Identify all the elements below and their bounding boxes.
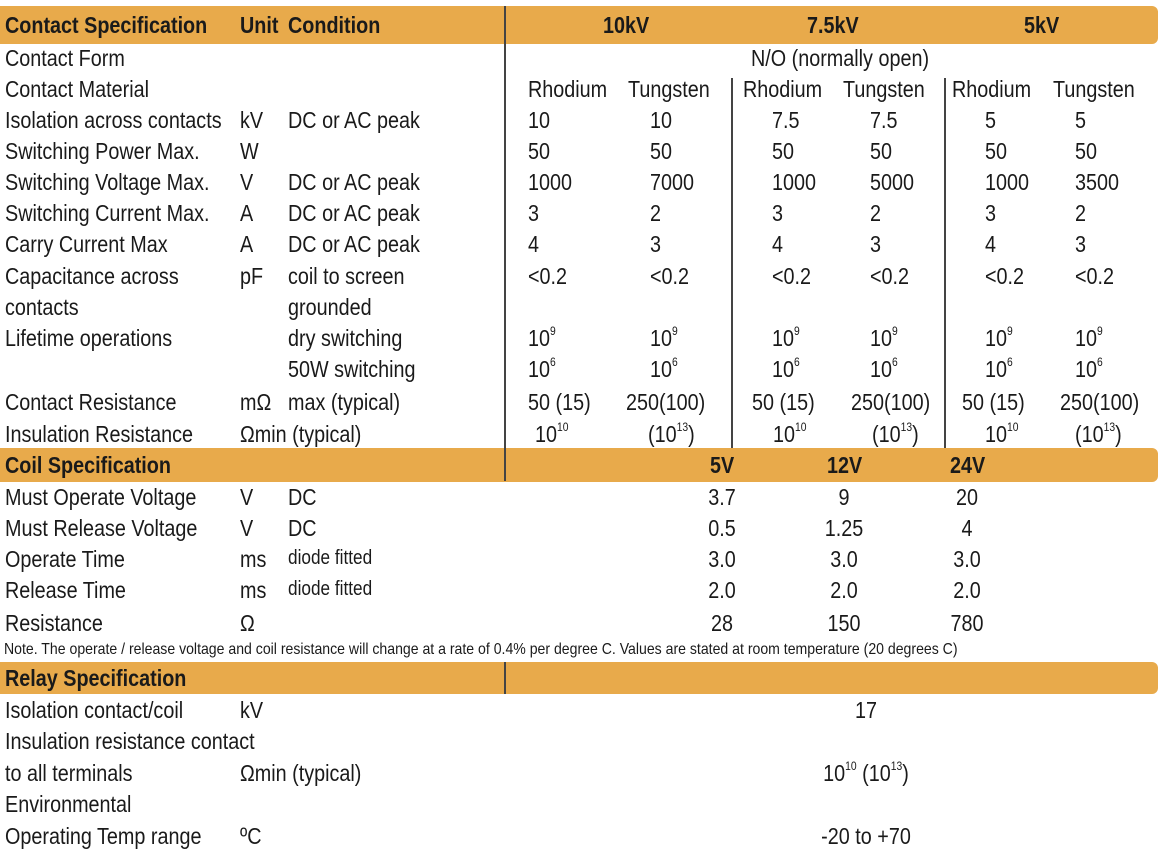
contact-form-label: Contact Form: [5, 45, 125, 71]
contact-row-value: 4: [985, 231, 997, 257]
contact-row-value: 7.5: [870, 107, 898, 133]
lifetime-value-dry: $10^9$: [650, 324, 678, 351]
contact-resistance-label: Contact Resistance: [5, 389, 177, 415]
coil-row-condition: DC: [288, 484, 317, 510]
contact-row-value: 50: [985, 138, 1008, 164]
lifetime-cond-dry: dry switching: [288, 325, 403, 351]
insulation-value-tu: $(10^{13})$: [648, 420, 695, 447]
contact-row-condition: DC or AC peak: [288, 200, 420, 226]
lifetime-value-50w: $10^6$: [528, 355, 556, 382]
contact-row-value: 7000: [650, 169, 695, 195]
capacitance-label: Capacitance across: [5, 263, 179, 289]
contact-row-value: 50: [1075, 138, 1098, 164]
lifetime-value-dry: $10^9$: [1075, 324, 1103, 351]
contact-resistance-tu: 250(100): [851, 389, 931, 415]
contact-row-condition: DC or AC peak: [288, 169, 420, 195]
coil-row-value: 3.0: [830, 546, 858, 572]
coil-row-value: 2.0: [830, 577, 858, 603]
temp-range-label: Operating Temp range: [5, 823, 202, 849]
material-rhodium: Rhodium: [743, 76, 823, 102]
contact-resistance-rh: 50 (15): [962, 389, 1025, 415]
contact-row-value: 5: [1075, 107, 1087, 133]
contact-row-value: 7.5: [772, 107, 800, 133]
coil-row-value: 28: [710, 610, 734, 636]
insulation-value-tu: $(10^{13})$: [1075, 420, 1122, 447]
coil-row-unit: ms: [240, 546, 267, 572]
insulation-value-tu: $(10^{13})$: [872, 420, 919, 447]
coil-row-condition: DC: [288, 515, 317, 541]
relay-isolation-value: 17: [854, 697, 878, 723]
lifetime-label: Lifetime operations: [5, 325, 173, 351]
contact-row-label: Switching Current Max.: [5, 200, 210, 226]
lifetime-value-50w: $10^6$: [650, 355, 678, 382]
coil-header-12v: 12V: [827, 452, 863, 478]
contact-row-value: 3: [985, 200, 997, 226]
temp-range-value: -20 to +70: [821, 823, 911, 849]
coil-row-value: 1.25: [824, 515, 864, 541]
contact-material-label: Contact Material: [5, 76, 150, 102]
contact-form-value: N/O (normally open): [750, 45, 930, 71]
coil-row-value: 3.7: [708, 484, 736, 510]
relay-isolation-label: Isolation contact/coil: [5, 697, 184, 723]
lifetime-value-dry: $10^9$: [985, 324, 1013, 351]
condition-header: Condition: [288, 12, 381, 38]
capacitance-value: <0.2: [528, 263, 568, 289]
contact-row-unit: V: [240, 169, 254, 195]
environmental-label: Environmental: [5, 791, 132, 817]
relay-insulation-label: Insulation resistance contact: [5, 728, 255, 754]
coil-row-value: 3.0: [708, 546, 736, 572]
insulation-resistance-unit: Ωmin (typical): [240, 421, 362, 447]
contact-spec-title: Contact Specification: [5, 12, 208, 38]
contact-row-value: 3500: [1075, 169, 1120, 195]
contact-row-label: Switching Power Max.: [5, 138, 200, 164]
contact-row-unit: kV: [240, 107, 264, 133]
coil-header-24v: 24V: [950, 452, 986, 478]
coil-row-value: 2.0: [953, 577, 981, 603]
contact-row-unit: W: [240, 138, 259, 164]
contact-resistance-tu: 250(100): [1060, 389, 1140, 415]
capacitance-value: <0.2: [650, 263, 690, 289]
capacitance-condition: coil to screen: [288, 263, 405, 289]
insulation-value-rh: $10^{10}$: [535, 420, 569, 447]
capacitance-unit: pF: [240, 263, 264, 289]
contact-row-label: Isolation across contacts: [5, 107, 222, 133]
coil-row-unit: V: [240, 515, 254, 541]
contact-resistance-tu: 250(100): [626, 389, 706, 415]
material-rhodium: Rhodium: [528, 76, 608, 102]
contact-row-value: 50: [650, 138, 673, 164]
contact-row-value: 2: [650, 200, 662, 226]
relay-isolation-unit: kV: [240, 697, 264, 723]
coil-row-value: 0.5: [708, 515, 736, 541]
lifetime-value-dry: $10^9$: [870, 324, 898, 351]
material-tungsten: Tungsten: [628, 76, 710, 102]
contact-row-value: 50: [528, 138, 551, 164]
insulation-value-rh: $10^{10}$: [985, 420, 1019, 447]
contact-row-value: 2: [870, 200, 882, 226]
contact-row-value: 5: [985, 107, 997, 133]
coil-row-value: 150: [827, 610, 861, 636]
coil-row-unit: ms: [240, 577, 267, 603]
contact-row-value: 2: [1075, 200, 1087, 226]
coil-header-5v: 5V: [710, 452, 735, 478]
coil-row-condition: diode fitted: [288, 547, 373, 569]
coil-row-value: 4: [961, 515, 973, 541]
capacitance-condition-2: grounded: [288, 294, 372, 320]
contact-resistance-rh: 50 (15): [528, 389, 591, 415]
contact-row-label: Switching Voltage Max.: [5, 169, 210, 195]
material-rhodium: Rhodium: [952, 76, 1032, 102]
coil-row-value: 9: [838, 484, 850, 510]
header-75kv: 7.5kV: [807, 12, 859, 38]
coil-row-unit: Ω: [240, 610, 255, 636]
lifetime-value-dry: $10^9$: [772, 324, 800, 351]
coil-row-value: 3.0: [953, 546, 981, 572]
relay-insulation-label-2: to all terminals: [5, 760, 133, 786]
contact-row-value: 4: [772, 231, 784, 257]
relay-insulation-value: $10^{10}$ $(10^{13})$: [823, 759, 909, 786]
lifetime-value-50w: $10^6$: [772, 355, 800, 382]
insulation-resistance-label: Insulation Resistance: [5, 421, 194, 447]
column-divider-main-lower: [504, 662, 506, 694]
material-tungsten: Tungsten: [843, 76, 925, 102]
contact-row-value: 3: [1075, 231, 1087, 257]
capacitance-label-2: contacts: [5, 294, 79, 320]
coil-row-label: Operate Time: [5, 546, 125, 572]
contact-row-label: Carry Current Max: [5, 231, 168, 257]
contact-resistance-condition: max (typical): [288, 389, 401, 415]
lifetime-value-50w: $10^6$: [985, 355, 1013, 382]
header-5kv: 5kV: [1024, 12, 1060, 38]
lifetime-cond-50w: 50W switching: [288, 356, 416, 382]
contact-row-value: 4: [528, 231, 540, 257]
coil-row-condition: diode fitted: [288, 578, 373, 600]
header-10kv: 10kV: [603, 12, 650, 38]
coil-row-label: Resistance: [5, 610, 103, 636]
contact-row-unit: A: [240, 231, 254, 257]
contact-row-value: 1000: [985, 169, 1030, 195]
column-divider-main: [504, 6, 506, 481]
contact-row-value: 3: [870, 231, 882, 257]
contact-row-condition: DC or AC peak: [288, 107, 420, 133]
coil-row-label: Release Time: [5, 577, 126, 603]
temp-range-unit: ºC: [240, 823, 262, 849]
capacitance-value: <0.2: [985, 263, 1025, 289]
coil-row-label: Must Release Voltage: [5, 515, 198, 541]
contact-row-unit: A: [240, 200, 254, 226]
contact-row-value: 10: [650, 107, 673, 133]
lifetime-value-50w: $10^6$: [870, 355, 898, 382]
contact-row-value: 3: [772, 200, 784, 226]
material-tungsten: Tungsten: [1053, 76, 1135, 102]
contact-row-value: 3: [528, 200, 540, 226]
contact-row-condition: DC or AC peak: [288, 231, 420, 257]
contact-resistance-unit: mΩ: [240, 389, 272, 415]
coil-note: Note. The operate / release voltage and coil resistance will change at a rate of 0.4% per degree C. Values are stated at room temperature (20 degrees C): [4, 641, 958, 658]
coil-row-value: 780: [950, 610, 984, 636]
contact-row-value: 10: [528, 107, 551, 133]
relay-spec-title: Relay Specification: [5, 665, 187, 691]
capacitance-value: <0.2: [1075, 263, 1115, 289]
column-divider-5kv: [944, 78, 946, 448]
lifetime-value-dry: $10^9$: [528, 324, 556, 351]
coil-row-label: Must Operate Voltage: [5, 484, 197, 510]
relay-insulation-unit: Ωmin (typical): [240, 760, 362, 786]
coil-row-value: 20: [955, 484, 979, 510]
coil-row-unit: V: [240, 484, 254, 510]
contact-row-value: 1000: [772, 169, 817, 195]
contact-row-value: 5000: [870, 169, 915, 195]
lifetime-value-50w: $10^6$: [1075, 355, 1103, 382]
contact-resistance-rh: 50 (15): [752, 389, 815, 415]
coil-spec-title: Coil Specification: [5, 452, 171, 478]
contact-row-value: 3: [650, 231, 662, 257]
capacitance-value: <0.2: [870, 263, 910, 289]
contact-row-value: 50: [772, 138, 795, 164]
unit-header: Unit: [240, 12, 279, 38]
column-divider-75kv: [731, 78, 733, 448]
insulation-value-rh: $10^{10}$: [773, 420, 807, 447]
coil-row-value: 2.0: [708, 577, 736, 603]
contact-row-value: 50: [870, 138, 893, 164]
contact-row-value: 1000: [528, 169, 573, 195]
capacitance-value: <0.2: [772, 263, 812, 289]
